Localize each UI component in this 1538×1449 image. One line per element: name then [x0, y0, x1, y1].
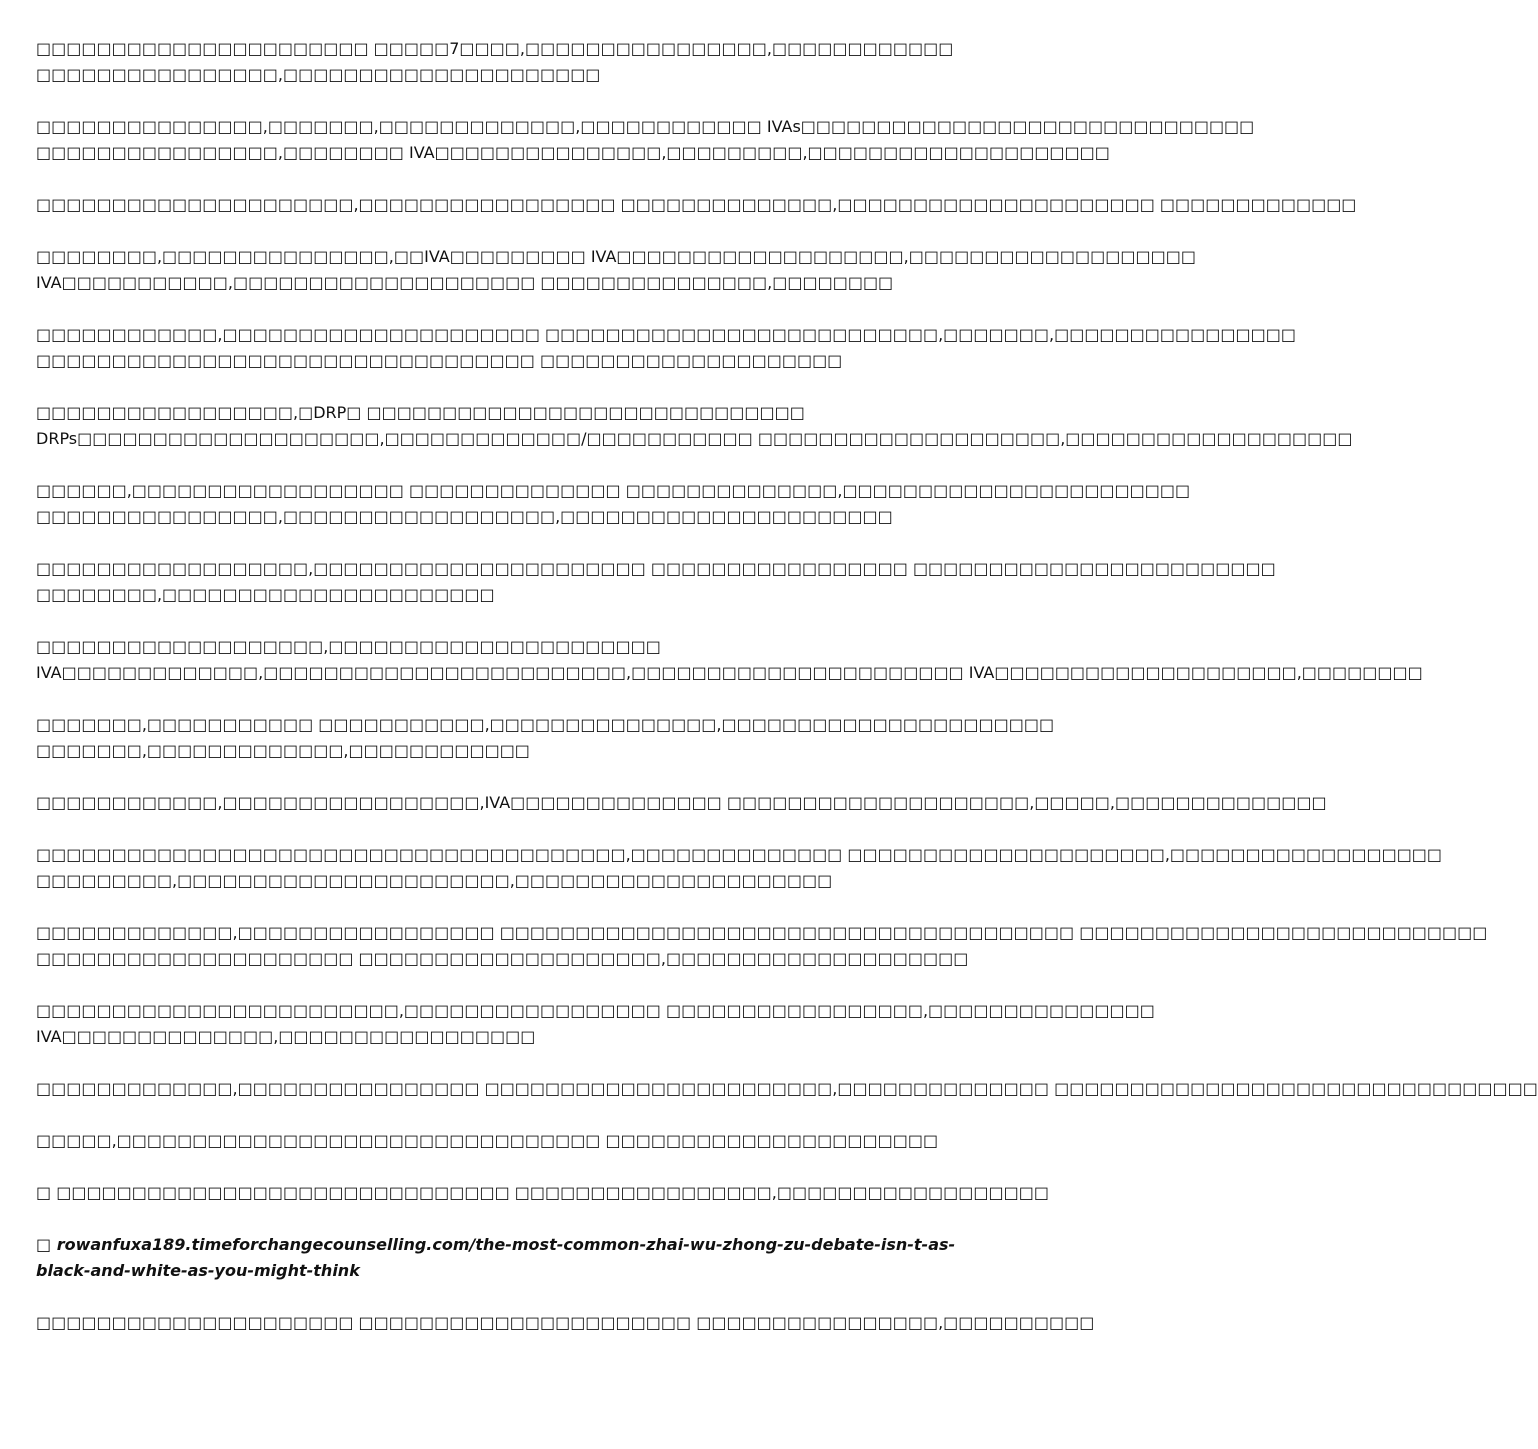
paragraph-line: □□□□□□□□□□□□□□□□□,□DRP□ □□□□□□□□□□□□□□□□□□□□□□□□□□□□□	[36, 403, 805, 422]
paragraph-line: □□□□□□□,□□□□□□□□□□□□□,□□□□□□□□□□□□	[36, 741, 530, 760]
paragraph-line: □□□□□□,□□□□□□□□□□□□□□□□□□ □□□□□□□□□□□□□□ □□□□□□□□□□□□□□,□□□□□□□□□□□□□□□□□□□□□□□	[36, 481, 1191, 500]
paragraph-line: □□□□□□□□□□□□□□□□□□□□□□□□□□□□□□□□□□□□□□□,□□□□□□□□□□□□□□ □□□□□□□□□□□□□□□□□□□□□,□□□□□□□□□□□□□□□□□□	[36, 845, 1443, 864]
link-paragraph	[36, 1232, 988, 1284]
paragraph-line: IVA□□□□□□□□□□□,□□□□□□□□□□□□□□□□□□□□ □□□□□□□□□□□□□□□,□□□□□□□□	[36, 273, 894, 292]
paragraph-line: DRPs□□□□□□□□□□□□□□□□□□□□,□□□□□□□□□□□□□/□□□□□□□□□□□ □□□□□□□□□□□□□□□□□□□□,□□□□□□□□□□□□□□□□□□□	[36, 429, 1353, 448]
link-line-1	[36, 1232, 988, 1258]
paragraph-line: IVA□□□□□□□□□□□□□□,□□□□□□□□□□□□□□□□□	[36, 1027, 536, 1046]
paragraph-6	[36, 400, 1353, 452]
paragraph-line: IVA□□□□□□□□□□□□□,□□□□□□□□□□□□□□□□□□□□□□□□,□□□□□□□□□□□□□□□□□□□□□□ IVA□□□□□□□□□□□□□□□□□□□□,□□□□□□□□	[36, 663, 1423, 682]
paragraph-line: □□□□□□□□□□□□□□□□□□□□□ □□□□□□□□□□□□□□□□□□□□□□ □□□□□□□□□□□□□□□□,□□□□□□□□□□	[36, 1313, 1095, 1332]
paragraph-1	[36, 36, 988, 88]
link-line-2	[36, 1258, 988, 1284]
paragraph-line: □□□□□□□□□□□□□□□□,□□□□□□□□□□□□□□□□□□□□□	[36, 65, 601, 84]
paragraph-line: □□□□□□□□□□□□□□□□□□□□□□□□□□□□□□□□□ □□□□□□□□□□□□□□□□□□□□	[36, 351, 843, 370]
paragraph-9	[36, 634, 1423, 686]
paragraph-17	[36, 1180, 1049, 1206]
paragraph-7	[36, 478, 1191, 530]
paragraph-line: □□□□□□□□,□□□□□□□□□□□□□□□□□□□□□□	[36, 585, 495, 604]
paragraph-15	[36, 1076, 1538, 1102]
paragraph-line: □□□□□□□□□□□□,□□□□□□□□□□□□□□□□□,IVA□□□□□□□□□□□□□□ □□□□□□□□□□□□□□□□□□□□,□□□□□,□□□□□□□□□□□□□□	[36, 793, 1327, 812]
paragraph-line: □□□□□□□□□,□□□□□□□□□□□□□□□□□□□□□□,□□□□□□□□□□□□□□□□□□□□□	[36, 871, 833, 890]
paragraph-line: □□□□□□□□□□□□□□□□□□□,□□□□□□□□□□□□□□□□□□□□□□	[36, 637, 661, 656]
paragraph-2	[36, 114, 1255, 166]
paragraph-13	[36, 920, 1488, 972]
paragraph-line: □□□□□□□□,□□□□□□□□□□□□□□□,□□IVA□□□□□□□□□ IVA□□□□□□□□□□□□□□□□□□□,□□□□□□□□□□□□□□□□□□□	[36, 247, 1196, 266]
paragraph-line: □□□□□□□□□□□□□,□□□□□□□□□□□□□□□□ □□□□□□□□□□□□□□□□□□□□□□□,□□□□□□□□□□□□□□ □□□□□□□□□□□□□□□□□□□□□□□□□□□□□□□□	[36, 1079, 1538, 1098]
paragraph-8	[36, 556, 1276, 608]
paragraph-line: □ □□□□□□□□□□□□□□□□□□□□□□□□□□□□□□ □□□□□□□□□□□□□□□□□,□□□□□□□□□□□□□□□□□□	[36, 1183, 1049, 1202]
paragraph-line: □□□□□,□□□□□□□□□□□□□□□□□□□□□□□□□□□□□□□□ □□□□□□□□□□□□□□□□□□□□□□	[36, 1131, 939, 1150]
paragraph-5	[36, 322, 1296, 374]
paragraph-line: □□□□□□□□□□□□□□□□□□□□□,□□□□□□□□□□□□□□□□□ □□□□□□□□□□□□□□,□□□□□□□□□□□□□□□□□□□□□ □□□□□□□□□□□□□	[36, 195, 1357, 214]
paragraph-line: □□□□□□□□□□□□□□□□□□□□□□□□,□□□□□□□□□□□□□□□□□ □□□□□□□□□□□□□□□□□,□□□□□□□□□□□□□□□	[36, 1001, 1155, 1020]
url-link-part-2[interactable]: black-and-white-as-you-might-think	[36, 1261, 360, 1280]
paragraph-11	[36, 790, 1327, 816]
paragraph-line: □□□□□□□□□□□□□□□□,□□□□□□□□□□□□□□□□□□,□□□□□□□□□□□□□□□□□□□□□□	[36, 507, 893, 526]
paragraph-line: □□□□□□□□□□□□□□□□□□□□□ □□□□□□□□□□□□□□□□□□□□,□□□□□□□□□□□□□□□□□□□□	[36, 949, 969, 968]
paragraph-line: □□□□□□□□□□□□,□□□□□□□□□□□□□□□□□□□□□ □□□□□□□□□□□□□□□□□□□□□□□□□□,□□□□□□□,□□□□□□□□□□□□□□□□	[36, 325, 1296, 344]
link-prefix: □	[36, 1235, 57, 1254]
paragraph-line: □□□□□□□□□□□□□□□□□□,□□□□□□□□□□□□□□□□□□□□□□ □□□□□□□□□□□□□□□□□ □□□□□□□□□□□□□□□□□□□□□□□□	[36, 559, 1276, 578]
paragraph-line: □□□□□□□□□□□□□□□,□□□□□□□,□□□□□□□□□□□□□,□□□□□□□□□□□□ IVAs□□□□□□□□□□□□□□□□□□□□□□□□□□□□□□	[36, 117, 1255, 136]
paragraph-line: □□□□□□□□□□□□□,□□□□□□□□□□□□□□□□□ □□□□□□□□□□□□□□□□□□□□□□□□□□□□□□□□□□□□□□ □□□□□□□□□□□□□□□□□□□□□□□□□□□	[36, 923, 1488, 942]
url-link-part-1[interactable]: rowanfuxa189.timeforchangecounselling.com/the-most-common-zhai-wu-zhong-zu-debate-isn-t-as-	[56, 1235, 956, 1254]
paragraph-3	[36, 192, 1357, 218]
paragraph-12	[36, 842, 1443, 894]
paragraph-line: □□□□□□□□□□□□□□□□,□□□□□□□□ IVA□□□□□□□□□□□□□□□,□□□□□□□□□,□□□□□□□□□□□□□□□□□□□□	[36, 143, 1110, 162]
paragraph-16	[36, 1128, 988, 1154]
paragraph-last	[36, 1310, 1095, 1336]
paragraph-10	[36, 712, 1055, 764]
paragraph-line: □□□□□□□□□□□□□□□□□□□□□□ □□□□□7□□□□,□□□□□□□□□□□□□□□□,□□□□□□□□□□□□	[36, 39, 954, 58]
paragraph-14	[36, 998, 1155, 1050]
paragraph-4	[36, 244, 1196, 296]
paragraph-line: □□□□□□□,□□□□□□□□□□□ □□□□□□□□□□□,□□□□□□□□□□□□□□□,□□□□□□□□□□□□□□□□□□□□□□	[36, 715, 1055, 734]
